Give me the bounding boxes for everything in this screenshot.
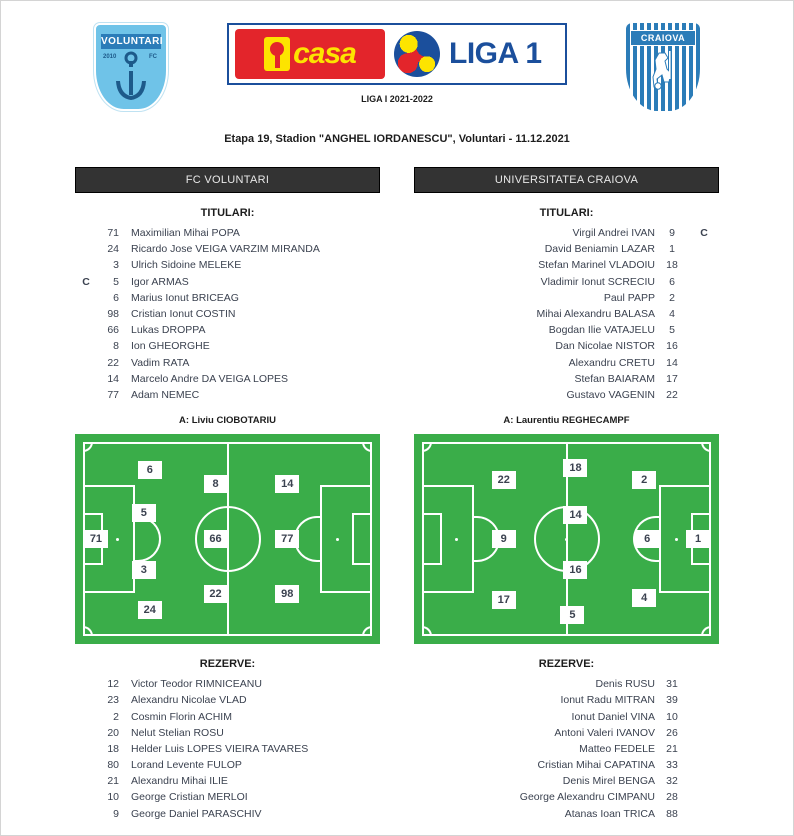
player-row — [75, 257, 380, 273]
player-name: Alexandru Mihai ILIE — [131, 775, 228, 788]
player-row — [414, 225, 719, 241]
player-number: 5 — [113, 275, 119, 288]
pitch-player-badge: 71 — [84, 530, 108, 548]
captain-marker — [75, 806, 97, 822]
player-number: 14 — [107, 372, 119, 385]
penalty-spot-left — [116, 538, 119, 541]
player-name: Mihai Alexandru BALASA — [536, 308, 655, 321]
away-crest-wrap — [603, 23, 723, 111]
home-starters-title: TITULARI: — [200, 207, 255, 219]
player-name: Dan Nicolae NISTOR — [555, 340, 655, 353]
home-formation-pitch — [75, 434, 380, 644]
pitch-player-badge: 24 — [138, 601, 162, 619]
player-name: Cristian Ionut COSTIN — [131, 308, 236, 321]
player-row — [414, 355, 719, 371]
player-row — [414, 757, 719, 773]
player-name: Denis RUSU — [595, 678, 655, 691]
player-name: Marius Ionut BRICEAG — [131, 291, 239, 304]
player-name: George Alexandru CIMPANU — [519, 791, 655, 804]
player-name: Gustavo VAGENIN — [566, 388, 655, 401]
player-number: 10 — [666, 710, 678, 723]
player-row — [75, 757, 380, 773]
player-name: Cosmin Florin ACHIM — [131, 710, 232, 723]
player-number: 1 — [669, 243, 675, 256]
captain-marker — [75, 789, 97, 805]
player-number: 18 — [107, 742, 119, 755]
captain-marker — [689, 757, 719, 773]
pitch-player-badge: 4 — [632, 589, 656, 607]
away-team-name: UNIVERSITATEA CRAIOVA — [414, 167, 719, 193]
player-row — [414, 274, 719, 290]
player-name: Ricardo Jose VEIGA VARZIM MIRANDA — [131, 243, 320, 256]
pitch-player-badge: 16 — [563, 561, 587, 579]
player-name: Nelut Stelian ROSU — [131, 726, 224, 739]
player-row — [75, 274, 380, 290]
crest-name-band — [101, 34, 164, 49]
player-number: 77 — [107, 388, 119, 401]
player-row — [414, 676, 719, 692]
player-row — [414, 725, 719, 741]
player-row — [414, 789, 719, 805]
player-name: Lorand Levente FULOP — [131, 759, 242, 772]
player-name: Virgil Andrei IVAN — [572, 227, 655, 240]
player-number: 16 — [666, 340, 678, 353]
away-team-column — [414, 167, 719, 822]
home-crest-name: VOLUNTARI — [101, 36, 164, 47]
player-row — [414, 741, 719, 757]
pitch-player-badge: 22 — [492, 471, 516, 489]
player-number: 21 — [666, 742, 678, 755]
pitch-player-badge: 5 — [132, 504, 156, 522]
player-number: 2 — [113, 710, 119, 723]
player-number: 66 — [107, 324, 119, 337]
captain-marker — [689, 806, 719, 822]
goal-box-left — [422, 513, 442, 565]
player-number: 24 — [107, 243, 119, 256]
home-crest-year: 2010 — [103, 54, 117, 60]
captain-marker — [689, 257, 719, 273]
player-name: Bogdan Ilie VATAJELU — [548, 324, 655, 337]
shield-shape — [626, 23, 700, 111]
player-name: Antoni Valeri IVANOV — [554, 726, 655, 739]
player-row — [75, 708, 380, 724]
home-reserves-block — [75, 658, 380, 822]
pitch-player-badge: 5 — [560, 606, 584, 624]
captain-marker — [689, 355, 719, 371]
captain-marker — [75, 355, 97, 371]
captain-marker — [689, 708, 719, 724]
player-row — [414, 708, 719, 724]
player-row — [414, 692, 719, 708]
player-row — [75, 773, 380, 789]
center-spot — [565, 538, 568, 541]
player-number: 22 — [666, 388, 678, 401]
player-name: Stefan BAIARAM — [574, 372, 655, 385]
player-number: 98 — [107, 308, 119, 321]
penalty-spot-right — [336, 538, 339, 541]
away-club-crest — [626, 23, 700, 111]
casa-sponsor-box — [235, 29, 385, 79]
captain-marker — [75, 725, 97, 741]
player-number: 10 — [107, 791, 119, 804]
player-number: 5 — [669, 324, 675, 337]
header — [1, 1, 793, 111]
player-number: 9 — [113, 807, 119, 820]
player-name: Igor ARMAS — [131, 275, 189, 288]
player-number: 18 — [666, 259, 678, 272]
captain-marker — [75, 241, 97, 257]
player-row — [414, 306, 719, 322]
player-name: Ulrich Sidoine MELEKE — [131, 259, 242, 272]
player-name: Cristian Mihai CAPATINA — [537, 759, 655, 772]
captain-marker — [75, 387, 97, 403]
casa-mark-icon — [264, 37, 290, 71]
captain-marker — [689, 725, 719, 741]
player-row — [414, 387, 719, 403]
player-row — [75, 355, 380, 371]
football-icon — [394, 31, 440, 77]
player-number: 20 — [107, 726, 119, 739]
home-team-column — [75, 167, 380, 822]
player-name: Vladimir Ionut SCRECIU — [540, 275, 655, 288]
home-team-name: FC VOLUNTARI — [75, 167, 380, 193]
away-reserves-table — [414, 676, 719, 822]
away-formation-pitch — [414, 434, 719, 644]
player-number: 33 — [666, 759, 678, 772]
player-row — [414, 773, 719, 789]
player-number: 31 — [666, 678, 678, 691]
home-coach: A: Liviu CIOBOTARIU — [179, 415, 276, 427]
player-number: 8 — [113, 340, 119, 353]
player-row — [75, 676, 380, 692]
player-row — [75, 338, 380, 354]
player-row — [414, 806, 719, 822]
player-row — [414, 290, 719, 306]
away-reserves-title: REZERVE: — [538, 658, 595, 671]
captain-marker — [689, 676, 719, 692]
player-row — [414, 322, 719, 338]
player-row — [75, 290, 380, 306]
player-name: David Beniamin LAZAR — [544, 243, 655, 256]
captain-marker — [75, 290, 97, 306]
player-number: 6 — [669, 275, 675, 288]
captain-marker — [689, 773, 719, 789]
player-name: Matteo FEDELE — [579, 742, 655, 755]
player-name: George Daniel PARASCHIV — [131, 807, 262, 820]
pitch-player-badge: 8 — [204, 475, 228, 493]
captain-marker — [75, 757, 97, 773]
captain-marker — [689, 306, 719, 322]
player-row — [75, 789, 380, 805]
player-row — [414, 257, 719, 273]
captain-marker: C — [700, 227, 708, 240]
captain-marker — [75, 225, 97, 241]
player-name: Victor Teodor RIMNICEANU — [131, 678, 262, 691]
pitch-player-badge: 3 — [132, 561, 156, 579]
captain-marker — [75, 322, 97, 338]
captain-marker — [689, 387, 719, 403]
goal-box-right — [352, 513, 372, 565]
pitch-player-badge: 77 — [275, 530, 299, 548]
pitch-player-badge: 17 — [492, 591, 516, 609]
player-row — [75, 741, 380, 757]
player-row — [75, 225, 380, 241]
player-name: Helder Luis LOPES VIEIRA TAVARES — [131, 742, 309, 755]
captain-marker — [75, 338, 97, 354]
pitch-player-badge: 14 — [275, 475, 299, 493]
player-number: 32 — [666, 775, 678, 788]
pitch-player-badge: 22 — [204, 585, 228, 603]
captain-marker — [689, 241, 719, 257]
player-name: Alexandru CRETU — [568, 356, 655, 369]
pitch-player-badge: 66 — [204, 530, 228, 548]
player-name: Marcelo Andre DA VEIGA LOPES — [131, 372, 288, 385]
pitch-player-badge: 2 — [632, 471, 656, 489]
pitch-player-badge: 9 — [492, 530, 516, 548]
home-starters-table — [75, 225, 380, 403]
player-row — [414, 338, 719, 354]
player-number: 17 — [666, 372, 678, 385]
player-name: Vadim RATA — [131, 356, 190, 369]
anchor-icon — [112, 51, 150, 103]
player-number: 4 — [669, 308, 675, 321]
captain-marker: C — [82, 275, 90, 288]
player-row — [414, 371, 719, 387]
away-starters-table — [414, 225, 719, 403]
player-number: 71 — [107, 227, 119, 240]
captain-marker — [75, 773, 97, 789]
player-row — [75, 692, 380, 708]
penalty-spot-left — [455, 538, 458, 541]
player-name: Atanas Ioan TRICA — [564, 807, 655, 820]
player-row — [75, 806, 380, 822]
player-number: 21 — [107, 775, 119, 788]
captain-marker — [689, 692, 719, 708]
captain-marker — [689, 290, 719, 306]
captain-marker — [689, 322, 719, 338]
casa-liga1-badge — [227, 23, 567, 85]
captain-marker — [75, 306, 97, 322]
player-row — [75, 371, 380, 387]
captain-marker — [75, 371, 97, 387]
away-starters-title: TITULARI: — [539, 207, 594, 219]
player-name: Maximilian Mihai POPA — [131, 227, 240, 240]
player-number: 3 — [113, 259, 119, 272]
home-reserves-title: REZERVE: — [199, 658, 256, 671]
pitch-player-badge: 6 — [138, 461, 162, 479]
home-reserves-table — [75, 676, 380, 822]
captain-marker — [75, 257, 97, 273]
captain-marker — [689, 274, 719, 290]
player-number: 22 — [107, 356, 119, 369]
shield-shape — [94, 23, 168, 111]
home-crest-fc: FC — [149, 54, 157, 60]
captain-marker — [75, 741, 97, 757]
player-number: 12 — [107, 678, 119, 691]
player-number: 26 — [666, 726, 678, 739]
player-number: 2 — [669, 291, 675, 304]
player-name: George Cristian MERLOI — [131, 791, 248, 804]
pitch-player-badge: 98 — [275, 585, 299, 603]
player-name: Ionut Daniel VINA — [571, 710, 655, 723]
pitch-player-badge: 6 — [635, 530, 659, 548]
player-name: Stefan Marinel VLADOIU — [538, 259, 655, 272]
home-club-crest — [94, 23, 168, 111]
lion-icon — [645, 49, 681, 93]
casa-wordmark: casa — [293, 37, 356, 70]
player-name: Denis Mirel BENGA — [562, 775, 655, 788]
pitch-player-badge: 14 — [563, 506, 587, 524]
player-name: Paul PAPP — [603, 291, 655, 304]
teams-columns — [1, 167, 793, 822]
captain-marker — [689, 741, 719, 757]
crest-name-band — [630, 30, 696, 46]
pitch-player-badge: 18 — [563, 459, 587, 477]
player-row — [75, 306, 380, 322]
player-number: 9 — [669, 227, 675, 240]
player-name: Lukas DROPPA — [131, 324, 206, 337]
player-name: Ionut Radu MITRAN — [560, 694, 655, 707]
league-logo — [191, 23, 603, 104]
player-row — [75, 387, 380, 403]
match-info-line: Etapa 19, Stadion "ANGHEL IORDANESCU", Voluntari - 11.12.2021 — [224, 133, 570, 145]
captain-marker — [75, 708, 97, 724]
captain-marker — [75, 692, 97, 708]
captain-marker — [689, 789, 719, 805]
away-coach: A: Laurentiu REGHECAMPF — [503, 415, 630, 427]
player-name: Ion GHEORGHE — [131, 340, 210, 353]
player-name: Alexandru Nicolae VLAD — [131, 694, 247, 707]
pitch-player-badge: 1 — [686, 530, 710, 548]
player-number: 28 — [666, 791, 678, 804]
season-subtitle: LIGA I 2021-2022 — [361, 94, 433, 104]
captain-marker — [689, 338, 719, 354]
away-crest-name: CRAIOVA — [640, 33, 686, 43]
player-row — [75, 725, 380, 741]
player-number: 39 — [666, 694, 678, 707]
player-row — [75, 241, 380, 257]
player-name: Adam NEMEC — [131, 388, 200, 401]
player-number: 88 — [666, 807, 678, 820]
home-crest-wrap — [71, 23, 191, 111]
player-number: 80 — [107, 759, 119, 772]
player-row — [75, 322, 380, 338]
liga-wordmark: LIGA 1 — [449, 37, 542, 70]
away-reserves-block — [414, 658, 719, 822]
player-number: 14 — [666, 356, 678, 369]
player-row — [414, 241, 719, 257]
penalty-spot-right — [675, 538, 678, 541]
player-number: 6 — [113, 291, 119, 304]
captain-marker — [689, 371, 719, 387]
player-number: 23 — [107, 694, 119, 707]
captain-marker — [75, 676, 97, 692]
